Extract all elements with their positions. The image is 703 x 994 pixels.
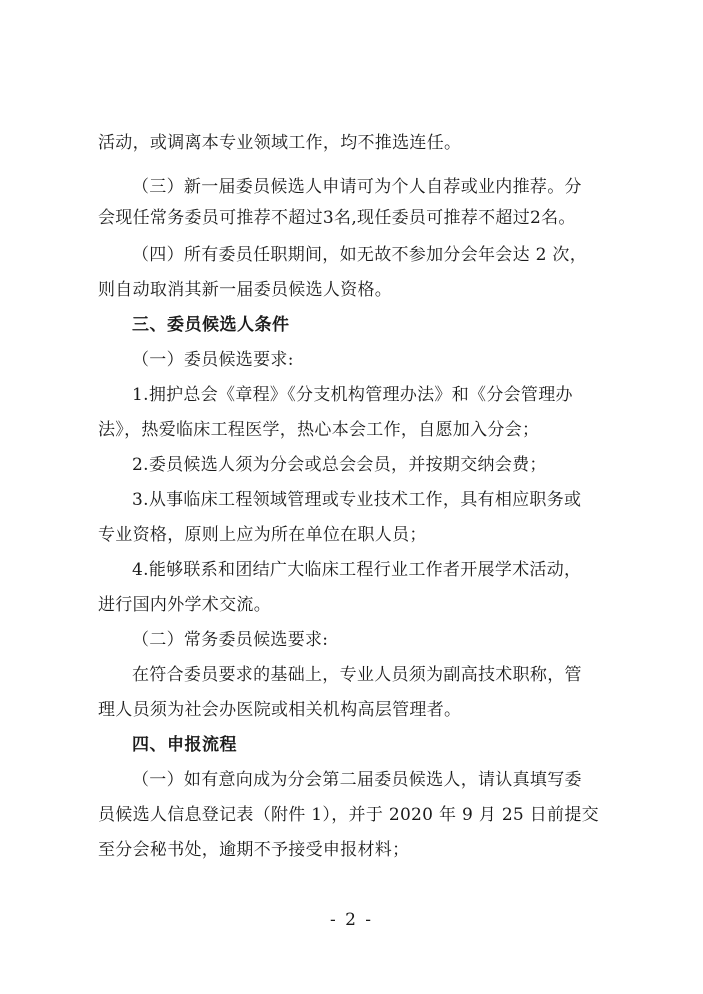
- body-line: 法》，热爱临床工程医学，热心本会工作，自愿加入分会；: [98, 420, 540, 440]
- body-line: 在符合委员要求的基础上，专业人员须为副高技术职称，管: [132, 665, 582, 685]
- body-line: 1.拥护总会《章程》《分支机构管理办法》和《分会管理办: [132, 385, 573, 405]
- body-line: 则自动取消其新一届委员候选人资格。: [98, 280, 393, 300]
- body-line: 会现任常务委员可推荐不超过3名,现任委员可推荐不超过2名。: [98, 208, 576, 228]
- body-line: 活动，或调离本专业领域工作，均不推选连任。: [98, 133, 462, 153]
- body-line: 2.委员候选人须为分会或总会会员，并按期交纳会费；: [132, 455, 547, 475]
- body-line: 至分会秘书处，逾期不予接受申报材料；: [98, 840, 410, 860]
- body-line: 理人员须为社会办医院或相关机构高层管理者。: [98, 700, 462, 720]
- subsection-heading: （二）常务委员候选要求:: [132, 630, 329, 650]
- page-number: - 2 -: [329, 910, 374, 930]
- section-heading: 三、委员候选人条件: [132, 315, 290, 335]
- body-line: 进行国内外学术交流。: [98, 595, 271, 615]
- body-line: （一）如有意向成为分会第二届委员候选人，请认真填写委: [132, 770, 582, 790]
- section-heading: 四、申报流程: [132, 735, 237, 755]
- body-line: （四）所有委员任职期间，如无故不参加分会年会达 2 次，: [132, 245, 588, 265]
- subsection-heading: （一）委员候选要求:: [132, 350, 294, 370]
- body-line: 员候选人信息登记表（附件 1），并于 2020 年 9 月 25 日前提交: [98, 805, 599, 825]
- body-line: 专业资格，原则上应为所在单位在职人员；: [98, 525, 427, 545]
- body-line: 4.能够联系和团结广大临床工程行业工作者开展学术活动，: [132, 560, 582, 580]
- body-line: 3.从事临床工程领域管理或专业技术工作，具有相应职务或: [132, 490, 582, 510]
- body-line: （三）新一届委员候选人申请可为个人自荐或业内推荐。分: [132, 177, 582, 197]
